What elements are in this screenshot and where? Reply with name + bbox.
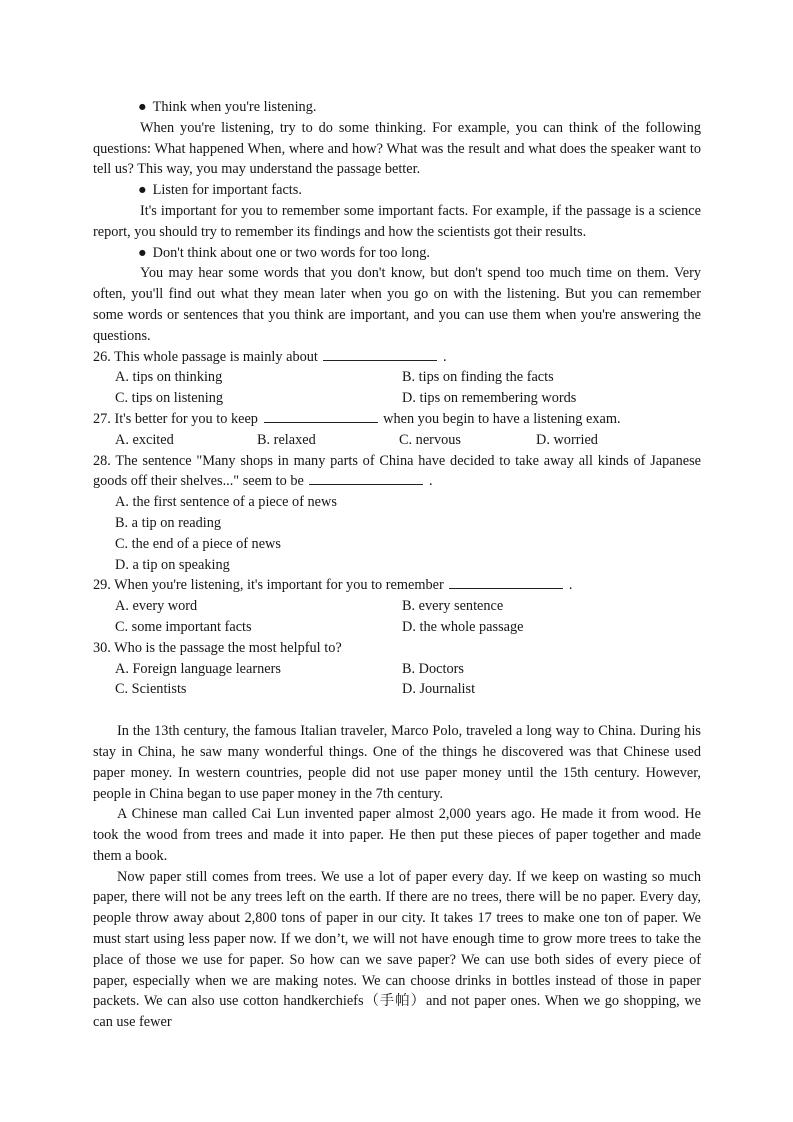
paragraph: In the 13th century, the famous Italian traveler, Marco Polo, traveled a long way to China. During his stay in China, he saw many wonderful things. One of the things he discovered was that Chinese used paper money. In western countries, people did not use paper money until the 15th century. However, people in China began to use paper money in the 7th century.	[93, 723, 701, 802]
option-item: C. the end of a piece of news	[115, 535, 281, 552]
option-item: D. tips on remembering words	[402, 390, 577, 407]
option-item: A. Foreign language learners	[115, 660, 281, 677]
bullet-text: Listen for important facts.	[152, 182, 302, 199]
options-row	[93, 492, 701, 513]
bullet-item	[93, 243, 701, 264]
options-row	[93, 388, 701, 409]
option-item: A. tips on thinking	[115, 369, 223, 386]
paragraph: A Chinese man called Cai Lun invented paper almost 2,000 years ago. He made it from wood. He took the wood from trees and made it into paper. He then put these pieces of paper together and made them a book.	[93, 806, 701, 864]
option-item: A. the first sentence of a piece of news	[115, 494, 337, 511]
option-item: B. Doctors	[402, 660, 464, 677]
bullet-icon: ●	[138, 244, 147, 261]
answer-blank	[309, 472, 423, 485]
paragraph: Now paper still comes from trees. We use a lot of paper every day. If we keep on wasting so much paper, there will not be any trees left on the earth. If there are no trees, there will be no paper. Every day, people throw away about 2,800 tons of paper in our city. It takes 17 trees to make one ton of paper. We must start using less paper now. If we don’t, we will not have enough time to grow more trees to take the place of those we use for paper. So how can we save paper? We can use both sides of every piece of paper, especially when we are making notes. We can choose drinks in bottles instead of those in paper packets. We can also use cotton handkerchiefs（手帕）and not paper ones. When we go shopping, we can use fewer	[93, 868, 701, 1031]
bullet-item	[93, 180, 701, 201]
bullet-icon: ●	[138, 99, 147, 115]
options-row	[93, 367, 701, 388]
option-item: C. tips on listening	[115, 390, 224, 407]
option-item: C. Scientists	[115, 681, 187, 698]
question-text-after: .	[429, 473, 433, 490]
bullet-text: Think when you're listening.	[152, 99, 317, 115]
options-row	[93, 596, 701, 617]
question-text: 29. When you're listening, it's important for you to remember	[93, 577, 444, 594]
question-stem	[93, 409, 701, 430]
bullet-text: Don't think about one or two words for too long.	[152, 244, 431, 261]
question-text-after: .	[443, 348, 447, 365]
option-item: B. a tip on reading	[115, 514, 222, 531]
question-stem	[93, 451, 701, 493]
option-item: B. tips on finding the facts	[402, 369, 554, 386]
paragraph: You may hear some words that you don't know, but don't spend too much time on them. Very often, you'll find out what they mean later when you go on with the listening. But you can remember some words or sentences that you think are important, and you can use them when you're answering the questions.	[93, 265, 701, 344]
options-row	[93, 430, 701, 451]
bullet-item	[93, 97, 701, 118]
option-item: A. excited	[115, 431, 174, 448]
option-item: D. the whole passage	[402, 618, 524, 635]
question-text: 26. This whole passage is mainly about	[93, 348, 318, 365]
option-item: A. every word	[115, 598, 198, 615]
option-item: D. worried	[536, 431, 598, 448]
question-text-after: .	[568, 577, 573, 594]
option-item: C. some important facts	[115, 618, 252, 635]
option-item: B. relaxed	[257, 431, 316, 448]
options-row	[93, 617, 701, 638]
answer-blank	[449, 576, 563, 589]
question-stem	[93, 575, 701, 596]
question-text: 28. The sentence "Many shops in many parts of China have decided to take away all kinds of Japanese goods off their shelves..." seem to be	[93, 452, 701, 490]
question-stem	[93, 347, 701, 368]
bullet-icon: ●	[138, 182, 147, 199]
options-row	[93, 555, 701, 576]
question-text: 30. Who is the passage the most helpful to?	[93, 639, 342, 656]
option-item: B. every sentence	[402, 598, 504, 615]
option-item: D. Journalist	[402, 681, 476, 698]
question-text: 27. It's better for you to keep	[93, 410, 258, 427]
question-stem	[93, 638, 701, 659]
blank-line	[93, 700, 701, 721]
options-row	[93, 659, 701, 680]
paragraph: When you're listening, try to do some thinking. For example, you can think of the following questions: What happened When, where and how? What was the result and what does the speaker want to tell us? This way, you may understand the passage better.	[93, 119, 701, 178]
options-row	[93, 513, 701, 534]
answer-blank	[264, 410, 378, 423]
answer-blank	[323, 348, 437, 361]
option-item: D. a tip on speaking	[115, 556, 230, 573]
paragraph: It's important for you to remember some important facts. For example, if the passage is a science report, you should try to remember its findings and how the scientists got their results.	[93, 202, 701, 240]
options-row	[93, 534, 701, 555]
option-item: C. nervous	[399, 431, 461, 448]
question-text-after: when you begin to have a listening exam.	[383, 410, 621, 427]
options-row	[93, 679, 701, 700]
document-body	[93, 97, 701, 1033]
